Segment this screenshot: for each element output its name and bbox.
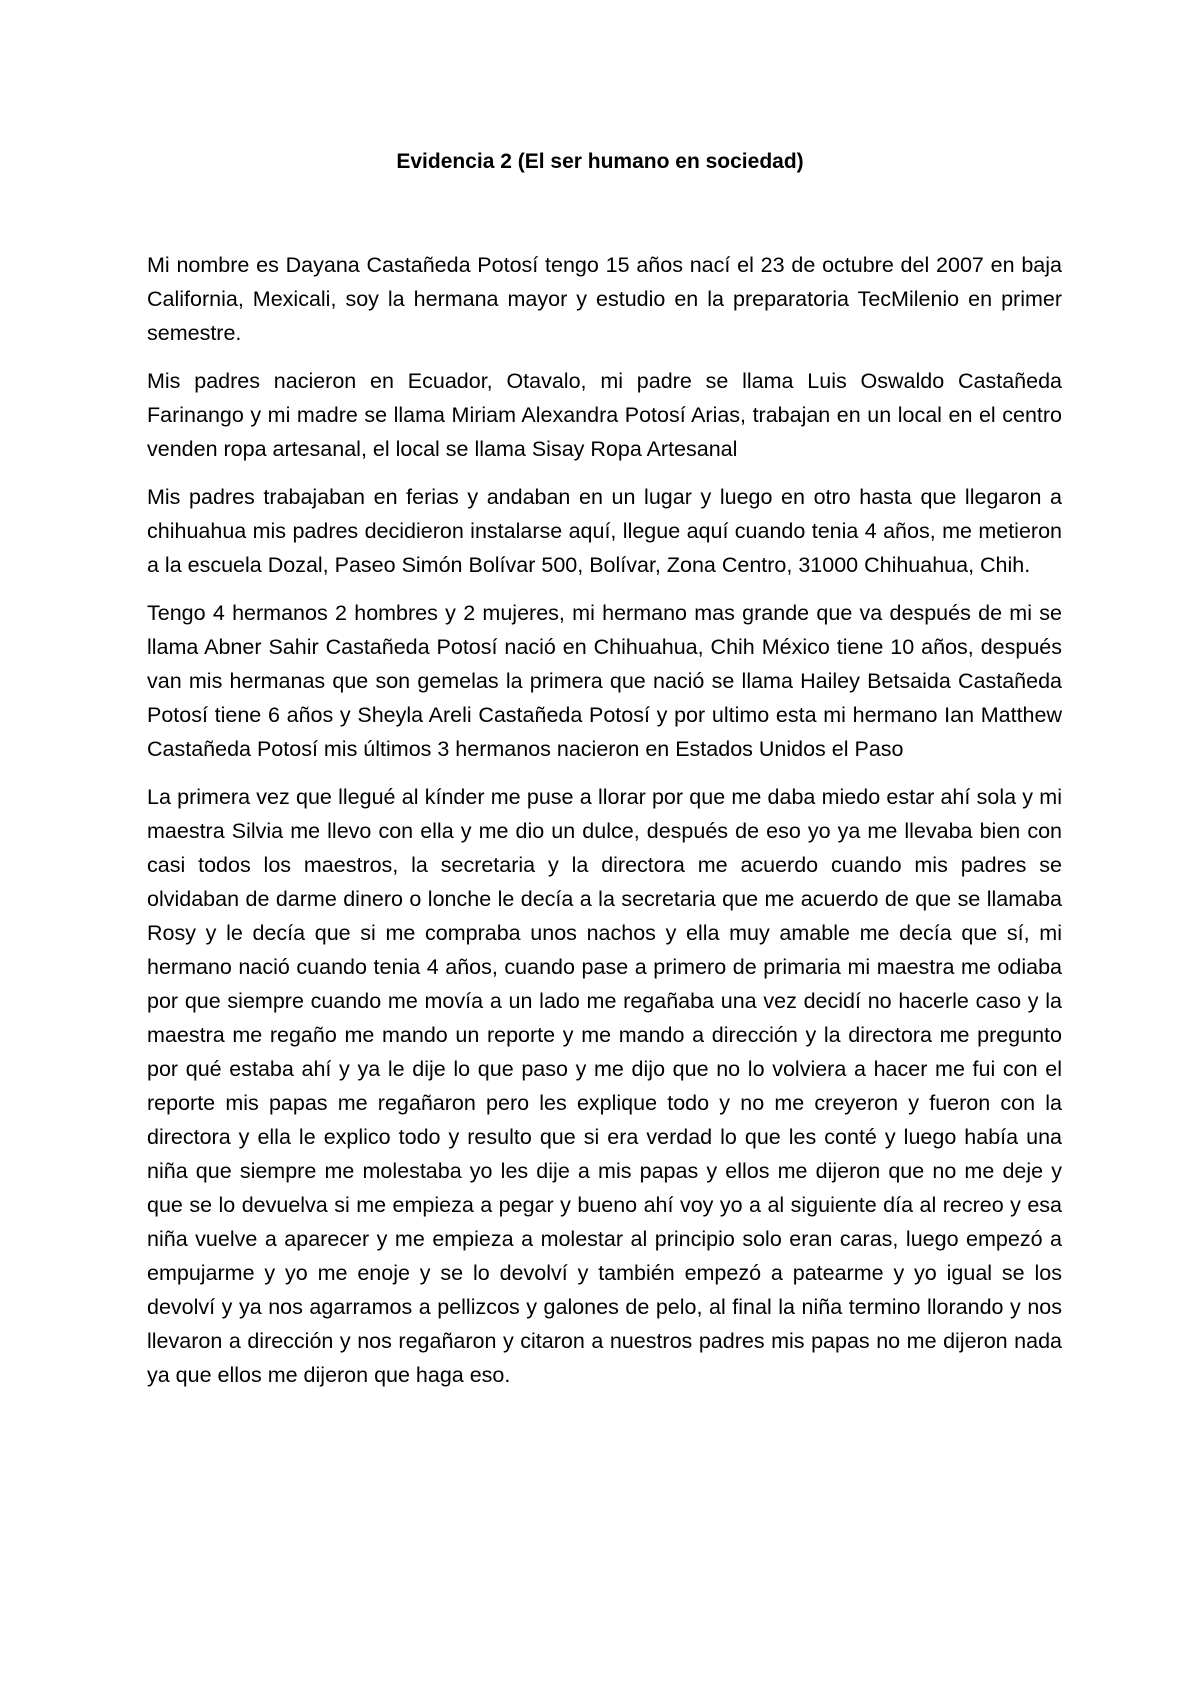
title-subtitle: (El ser humano en sociedad) [511,150,804,173]
paragraph-intro: Mi nombre es Dayana Castañeda Potosí tengo 15 años nací el 23 de octubre del 2007 en baja California, Mexicali, soy la hermana mayor y estudio en la preparatoria TecMilenio en primer semestre. [147,253,1062,345]
paragraph-siblings: Tengo 4 hermanos 2 hombres y 2 mujeres, mi hermano mas grande que va después de mi se llama Abner Sahir Castañeda Potosí nació en Chihuahua, Chih México tiene 10 años, después van mis hermanas que son gemelas la primera que nació se llama Hailey Betsaida Castañeda Potosí tiene 6 años y Sheyla Areli Castañeda Potosí y por ultimo esta mi hermano Ian Matthew Castañeda Potosí mis últimos 3 hermanos nacieron en Estados Unidos el Paso [147,601,1062,761]
paragraph-parents: Mis padres nacieron en Ecuador, Otavalo, mi padre se llama Luis Oswaldo Castañeda Farinango y mi madre se llama Miriam Alexandra Potosí Arias, trabajan en un local en el centro venden ropa artesanal, el local se llama Sisay Ropa Artesanal [147,369,1062,461]
document-body [147,248,1062,1406]
paragraph-move: Mis padres trabajaban en ferias y andaban en un lugar y luego en otro hasta que llegaron a chihuahua mis padres decidieron instalarse aquí, llegue aquí cuando tenia 4 años, me metieron a la escuela Dozal, Paseo Simón Bolívar 500, Bolívar, Zona Centro, 31000 Chihuahua, Chih. [147,485,1062,577]
page-title [0,147,1200,177]
paragraph-school: La primera vez que llegué al kínder me puse a llorar por que me daba miedo estar ahí sola y mi maestra Silvia me llevo con ella y me dio un dulce, después de eso yo ya me llevaba bien con casi todos los maestros, la secretaria y la directora me acuerdo cuando mis padres se olvidaban de darme dinero o lonche le decía a la secretaria que me acuerdo de que se llamaba Rosy y le decía que si me compraba unos nachos y ella muy amable me decía que sí, mi hermano nació cuando tenia 4 años, cuando pase a primero de primaria mi maestra me odiaba por que siempre cuando me movía a un lado me regañaba una vez decidí no hacerle caso y la maestra me regaño me mando un reporte y me mando a dirección y la directora me pregunto por qué estaba ahí y ya le dije lo que paso y me dijo que no lo volviera a hacer me fui con el reporte mis papas me regañaron pero les explique todo y no me creyeron y fueron con la directora y ella le explico todo y resulto que si era verdad lo que les conté y luego había una niña que siempre me molestaba yo les dije a mis papas y ellos me dijeron que no me deje y que se lo devuelva si me empieza a pegar y bueno ahí voy yo a al siguiente día al recreo y esa niña vuelve a aparecer y me empieza a molestar al principio solo eran caras, luego empezó a empujarme y yo me enoje y se lo devolví y también empezó a patearme y yo igual se los devolví y ya nos agarramos a pellizcos y galones de pelo, al final la niña termino llorando y nos llevaron a dirección y nos regañaron y citaron a nuestros padres mis papas no me dijeron nada ya que ellos me dijeron que haga eso. [147,785,1062,1387]
title-bold: Evidencia 2 [396,150,512,173]
